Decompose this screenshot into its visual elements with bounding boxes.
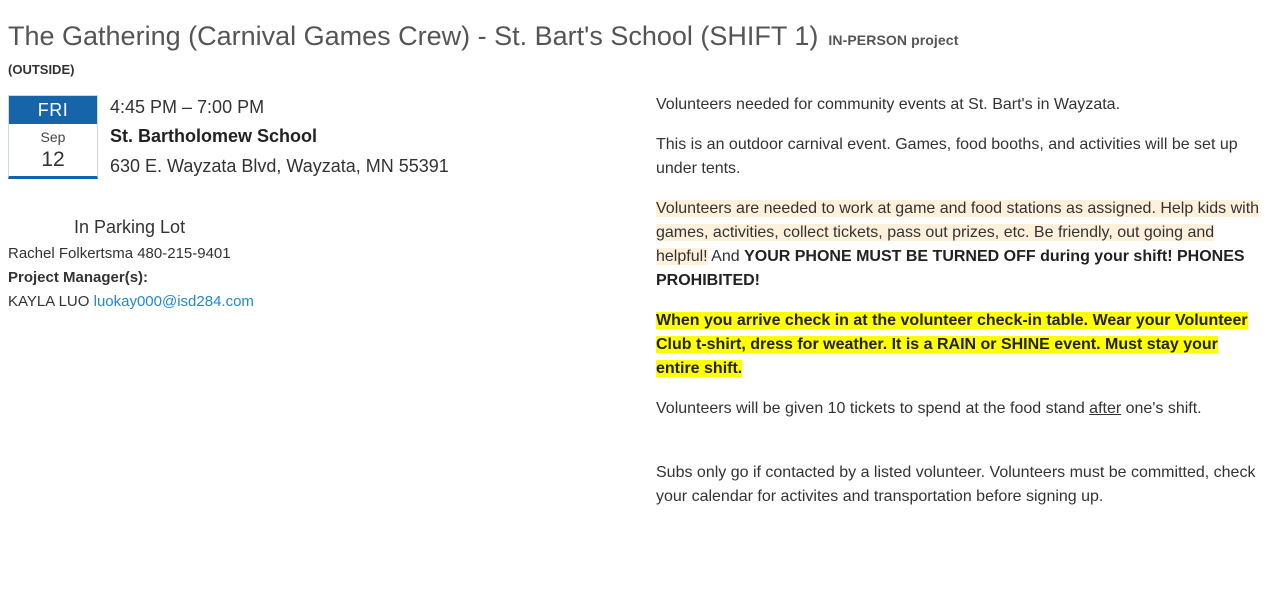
when-details <box>98 93 449 181</box>
description-paragraph-2: This is an outdoor carnival event. Games, food booths, and activities will be set up under tents. <box>656 135 1238 177</box>
event-logistics-column <box>8 93 648 525</box>
event-time: 4:45 PM – 7:00 PM <box>110 96 265 117</box>
description-paragraph-4 <box>656 309 1260 381</box>
description-paragraph-6: Subs only go if contacted by a listed volunteer. Volunteers must be committed, check your calendar for activites and transportation before signing up. <box>656 463 1256 505</box>
assignment-highlight: Volunteers are needed to work at game and food stations as assigned. Help kids with games, activities, collect tickets, pass out prizes, etc. Be friendly, out going and helpful! <box>656 199 1260 265</box>
date-badge-weekday: FRI <box>9 96 97 124</box>
outside-note: (OUTSIDE) <box>8 61 75 77</box>
project-manager-email-link[interactable]: luokay000@isd284.com <box>93 292 254 310</box>
description-paragraph-5 <box>656 397 1260 421</box>
page-title <box>8 22 1260 52</box>
venue-address: 630 E. Wayzata Blvd, Wayzata, MN 55391 <box>110 155 449 176</box>
event-title-text: The Gathering (Carnival Games Crew) - St. Bart's School (SHIFT 1) <box>8 21 819 51</box>
description-paragraph-1: Volunteers needed for community events at St. Bart's in Wayzata. <box>656 95 1121 113</box>
description-paragraph-3 <box>656 197 1260 293</box>
date-badge-month: Sep <box>40 128 66 145</box>
location-note: In Parking Lot <box>74 216 186 237</box>
tickets-text-start: Volunteers will be given 10 tickets to spend at the food stand <box>656 399 1090 417</box>
project-manager-label: Project Manager(s): <box>8 268 149 286</box>
tickets-text-end: one's shift. <box>1121 399 1202 417</box>
venue-name: St. Bartholomew School <box>110 125 318 146</box>
project-manager-line <box>8 290 648 314</box>
checkin-instructions-highlight: When you arrive check in at the volunteer check-in table. Wear your Volunteer Club t-shirt, dress for weather. It is a RAIN or SHINE event. Must stay your entire shift. <box>656 311 1248 377</box>
project-type-badge: IN-PERSON project <box>828 32 959 48</box>
body-columns <box>8 93 1260 525</box>
assignment-connector: And <box>707 247 745 265</box>
tickets-text-emphasis: after <box>1089 399 1122 417</box>
phone-policy-text: YOUR PHONE MUST BE TURNED OFF during your shift! PHONES PROHIBITED! <box>656 247 1245 289</box>
onsite-contact: Rachel Folkertsma 480-215-9401 <box>8 244 231 262</box>
event-description-column <box>648 93 1260 525</box>
date-badge-day: 12 <box>41 147 65 171</box>
date-badge <box>8 95 98 179</box>
when-row <box>8 93 648 181</box>
project-manager-name: KAYLA LUO <box>8 292 94 310</box>
